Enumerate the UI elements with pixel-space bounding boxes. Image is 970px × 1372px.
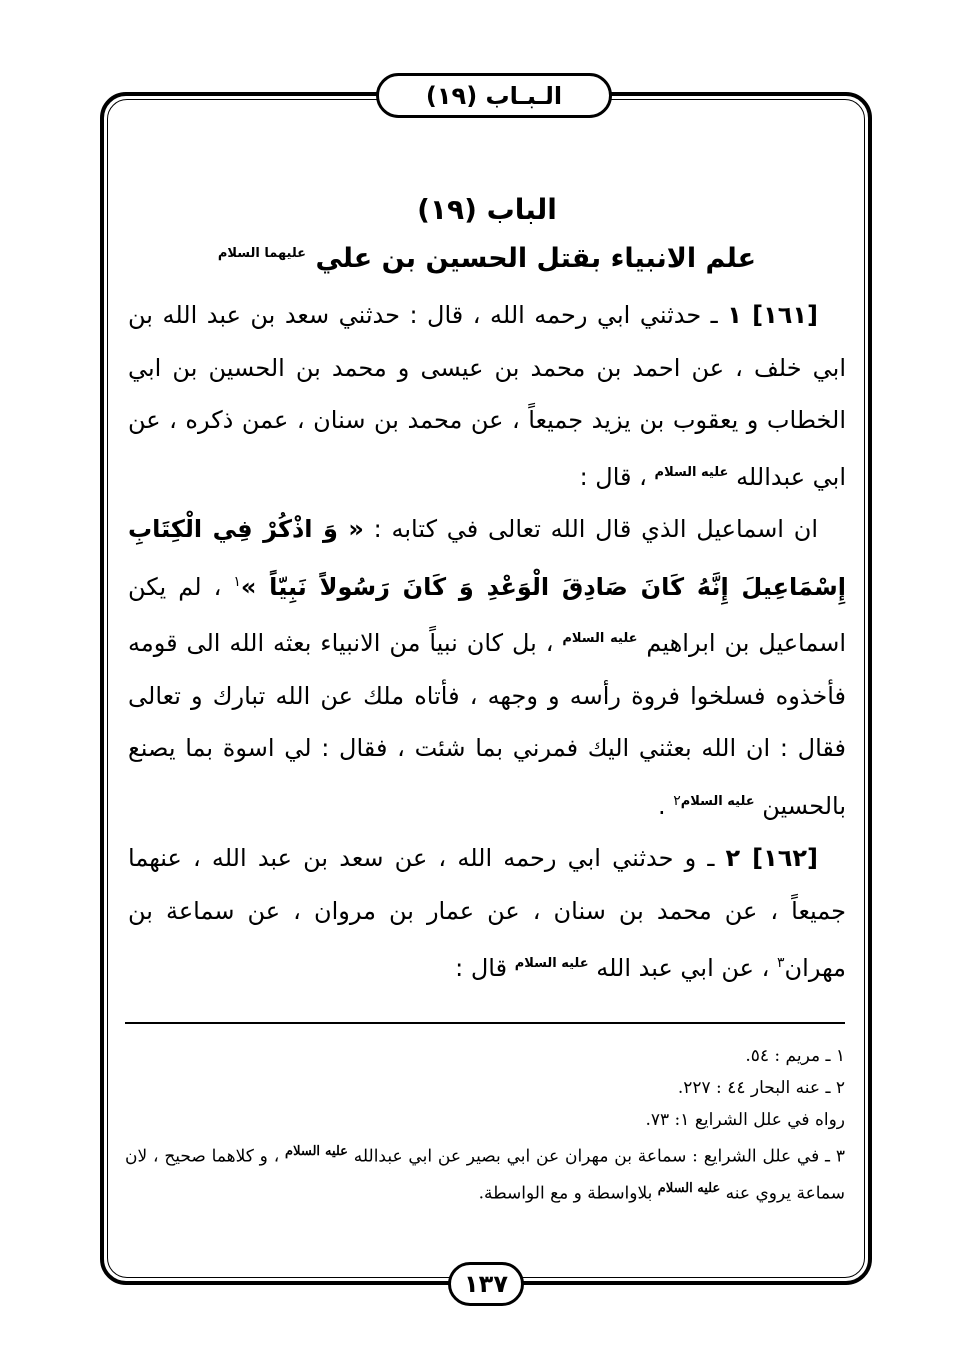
- matn-text-2: ، بل كان نبياً من الانبياء بعثه الله الى قومه فأخذوه فسلخوا فروة رأسه و وجهه ، فأتاه ملك عن الله تبارك و تعالى فقال : ان الله بعثني اليك فمرني بما شئت ، فقال : لي اسوة بما يصنع بالحسين: [128, 629, 846, 820]
- hadith-161-matn: [128, 503, 846, 832]
- honorific-ligature-icon: عليهما السلام: [217, 246, 307, 261]
- matn-intro: ان اسماعيل الذي قال الله تعالى في كتابه :: [373, 515, 819, 543]
- footnote-3-text-b: ، و كلاهما صحيح ، لان سماعة يروي عنه: [125, 1146, 845, 1204]
- hadith-number: [١٦٢] ٢: [725, 844, 818, 872]
- main-content: [128, 190, 846, 995]
- footnote-ref-2[interactable]: ٢: [673, 792, 681, 809]
- hadith-161-isnad: [128, 289, 846, 503]
- running-header: [376, 73, 612, 118]
- footnote-3-text-c: بلاواسطة و مع الواسطة.: [478, 1183, 653, 1204]
- footnote-2: ٢ ـ عنه البحار ٤٤ : ٢٢٧.: [677, 1078, 845, 1098]
- footnote-ref-1[interactable]: ١: [233, 573, 241, 590]
- footnotes: [125, 1040, 845, 1209]
- honorific-ligature-icon: عليه السلام: [680, 793, 755, 809]
- isnad-text: ـ و حدثني ابي رحمه الله ، عن سعد بن عبد الله ، عنهما جميعاً ، عن محمد بن سنان ، عن عمار بن مروان ، عن سماعة بن مهران: [128, 844, 846, 982]
- footnote-3: [125, 1136, 845, 1209]
- honorific-ligature-icon: عليه السلام: [285, 1144, 348, 1159]
- chapter-subtitle-text: علم الانبياء بقتل الحسين بن علي: [315, 243, 757, 274]
- hadith-162-isnad: [128, 832, 846, 995]
- honorific-ligature-icon: عليه السلام: [657, 1180, 721, 1196]
- isnad-end: ، قال :: [579, 462, 647, 491]
- honorific-ligature-icon: عليه السلام: [514, 956, 589, 971]
- footnote-separator: [125, 1022, 845, 1024]
- matn-text-1: ، لم يكن اسماعيل بن ابراهيم: [128, 572, 846, 657]
- chapter-title: الباب (١٩): [417, 193, 557, 226]
- chapter-subtitle: [128, 230, 846, 283]
- footnote-3-text-a: ٣ ـ في علل الشرايع : سماعة بن مهران عن ابي بصير عن ابي عبدالله: [353, 1146, 845, 1167]
- page-number-badge: [448, 1262, 524, 1306]
- honorific-ligature-icon: عليه السلام: [654, 464, 729, 480]
- hadith-number: [١٦١] ١: [727, 301, 818, 329]
- page-number: ١٣٧: [464, 1270, 508, 1298]
- honorific-ligature-icon: عليه السلام: [562, 631, 638, 646]
- footnote-2-continued: رواه في علل الشرايع ١: ٧٣.: [645, 1110, 845, 1130]
- isnad-end: قال :: [455, 954, 508, 982]
- isnad-text-2: ، عن ابي عبد الله: [596, 954, 770, 982]
- isnad-text: ـ حدثني ابي رحمه الله ، قال : حدثني سعد بن عبد الله بن ابي خلف ، عن احمد بن محمد بن عيسى و محمد بن الحسين بن ابي الخطاب و يعقوب بن يزيد جميعاً ، عن محمد بن سنان ، عمن ذكره ، عن ابي عبدالله: [128, 301, 846, 491]
- matn-end: .: [657, 791, 666, 820]
- footnote-ref-3[interactable]: ٣: [777, 955, 785, 971]
- running-header-title: الـبـاب (١٩): [425, 81, 563, 110]
- footnote-1: ١ ـ مريم : ٥٤.: [745, 1046, 845, 1066]
- quran-verse: « وَ اذْكُرْ فِي الْكِتَابِ إِسْمَاعِيلَ إِنَّهُ كَانَ صَادِقَ الْوَعْدِ وَ كَانَ رَسُولاً نَبِيّاً »: [128, 515, 846, 601]
